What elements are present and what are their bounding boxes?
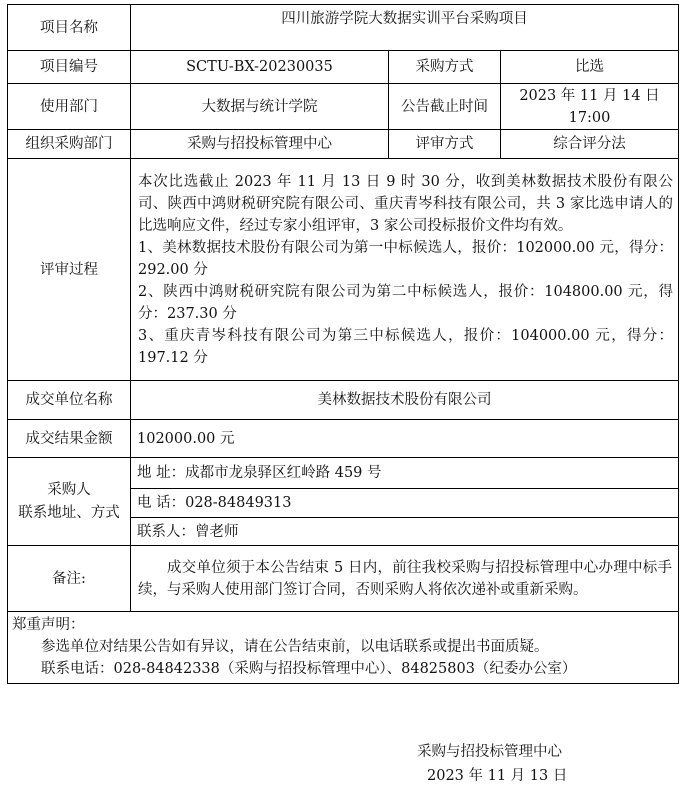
project-no: SCTU-BX-20230035 [131,51,389,84]
dept-label: 使用部门 [8,84,131,130]
footer-date: 2023 年 11 月 13 日 [427,768,568,784]
process-intro: 本次比选截止 2023 年 11 月 13 日 9 时 30 分，收到美林数据技术股份有限公司、陕西中鸿财税研究院有限公司、重庆青岑科技有限公司，共 3 家比选申请人的比选响应文件，经过专家小组评审，3 家公司投标报价文件均有效。 [138,173,673,234]
declaration-title: 郑重声明： [12,617,85,633]
declaration [8,612,679,684]
declaration-line: 参选单位对结果公告如有异议，请在公告结束前，以电话联系或提出书面质疑。 [41,639,549,655]
method: 比选 [501,51,679,84]
announcement-table [7,4,679,684]
contact-label-line: 采购人 [47,481,91,498]
process-item: 3、重庆青岑科技有限公司为第三中标候选人，报价：104000.00 元，得分：197.12 分 [138,327,673,366]
contact-person: 联系人：曾老师 [131,518,679,546]
amount: 102000.00 元 [131,420,679,458]
process-label: 评审过程 [8,159,131,381]
review-method-label: 评审方式 [389,130,501,159]
deadline-label: 公告截止时间 [389,84,501,130]
org: 采购与招投标管理中心 [131,130,389,159]
winner-label: 成交单位名称 [8,381,131,420]
deadline: 2023 年 11 月 14 日 17:00 [501,84,679,130]
footer-org: 采购与招投标管理中心 [417,744,562,760]
dept: 大数据与统计学院 [131,84,389,130]
note-label: 备注: [8,546,131,612]
contact-phone: 电 话：028-84849313 [131,489,679,518]
declaration-line: 联系电话：028-84842338（采购与招投标管理中心）、84825803（纪委办公室） [41,661,577,677]
method-label: 采购方式 [389,51,501,84]
note: 成交单位须于本公告结束 5 日内，前往我校采购与招投标管理中心办理中标手续，与采购人使用部门签订合同，否则采购人将依次递补或重新采购。 [131,546,679,612]
process-item: 1、美林数据技术股份有限公司为第一中标候选人，报价：102000.00 元，得分：292.00 分 [138,239,673,278]
process-item: 2、陕西中鸿财税研究院有限公司为第二中标候选人，报价：104800.00 元，得分：237.30 分 [138,283,673,322]
project-name: 四川旅游学院大数据实训平台采购项目 [131,5,679,51]
amount-label: 成交结果金额 [8,420,131,458]
project-no-label: 项目编号 [8,51,131,84]
review-method: 综合评分法 [501,130,679,159]
contact-address: 地 址：成都市龙泉驿区红岭路 459 号 [131,458,679,489]
project-name-label: 项目名称 [8,5,131,51]
contact-label [8,458,131,546]
process-content [131,159,679,381]
contact-label-line: 联系地址、方式 [18,504,120,521]
winner: 美林数据技术股份有限公司 [131,381,679,420]
org-label: 组织采购部门 [8,130,131,159]
